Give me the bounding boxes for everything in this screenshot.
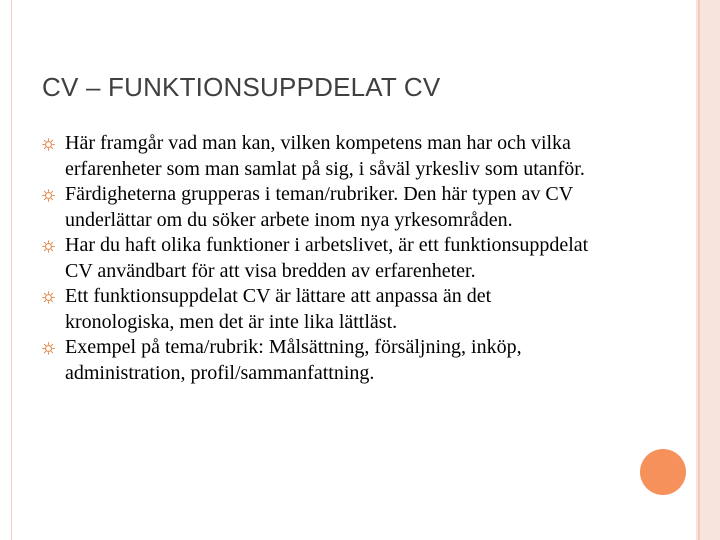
sun-icon — [42, 138, 55, 151]
slide-title: CV – FUNKTIONSUPPDELAT CV — [42, 72, 441, 102]
bullet-item — [42, 284, 602, 335]
sun-icon — [42, 342, 55, 355]
bullet-text: Exempel på tema/rubrik: Målsättning, försäljning, inköp, administration, profil/sammanfattning. — [65, 336, 522, 384]
bullet-item — [42, 233, 602, 284]
bullet-list — [42, 131, 602, 386]
decorative-circle — [640, 449, 686, 495]
bullet-text: Ett funktionsuppdelat CV är lättare att anpassa än det kronologiska, men det är inte lika lättläst. — [65, 285, 492, 333]
right-border-line — [698, 0, 700, 540]
bullet-text: Här framgår vad man kan, vilken kompetens man har och vilka erfarenheter som man samlat på sig, i såväl yrkesliv som utanför. — [65, 132, 585, 180]
left-border-line — [11, 0, 12, 540]
bullet-item — [42, 335, 602, 386]
sun-icon — [42, 240, 55, 253]
bullet-text: Färdigheterna grupperas i teman/rubriker. Den här typen av CV underlättar om du söker arbete inom nya yrkesområden. — [65, 183, 573, 231]
sun-icon — [42, 189, 55, 202]
sun-icon — [42, 291, 55, 304]
bullet-item — [42, 131, 602, 182]
bullet-text: Har du haft olika funktioner i arbetslivet, är ett funktionsuppdelat CV användbart för att visa bredden av erfarenheter. — [65, 234, 589, 282]
bullet-item — [42, 182, 602, 233]
